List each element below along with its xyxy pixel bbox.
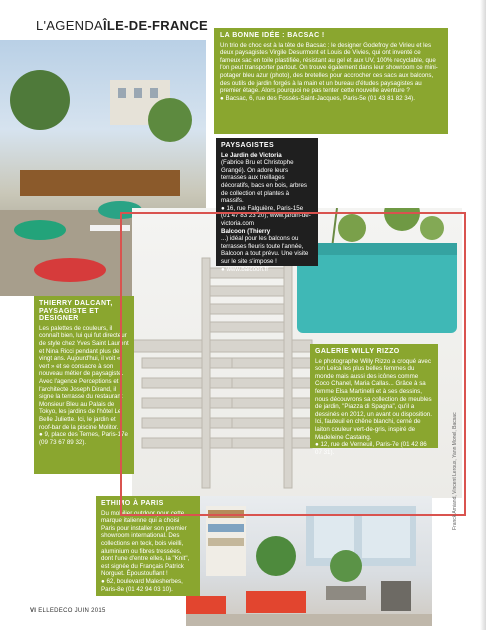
paysagistes-address2: ● www.balcoon.fr <box>221 265 269 273</box>
bacsac-box <box>214 28 448 134</box>
ethimo-body: Du mobilier outdoor pour cette marque italienne qui a choisi Paris pour installer son premier showroom international. Des collections en teck, bois vieilli, aluminium ou fibres tressées, dont l'une d'entre elles, la "Knit", est signée du Français Patrick Norguet. Époustouflant ! <box>101 509 190 578</box>
thierry-body: Les palettes de couleurs, il connaît bien, lui qui fut directeur de style chez Yves Saint Laurent et Nina Ricci pendant plus de vingt ans. Aujourd'hui, il voit « vert » et se consacre à son nouveau métier de paysagiste. Avec l'agence Perceptions et l'architecte Joseph Dirand, il signe la terrasse du restaurant Monsieur Bleu au Palais de Tokyo, les jardins de l'hôtel Le Belle Juliette. Ici, le jardin et roof-bar de la piscine Molitor. <box>39 324 129 431</box>
page-edge-shadow <box>480 0 486 630</box>
photo-credits: Franck Amiand, Vincent Leroux, Yann Monel, Bacsac <box>452 412 458 530</box>
willy-address: ● 12, rue de Verneuil, Paris-7e (01 42 86 07 31). <box>315 441 427 456</box>
paysagistes-body: (Fabrice Bru et Christophe Grangé). On adore leurs terrasses aux treillages décoratifs, bacs en bois, arbres de collection et plantes à massifs. <box>221 159 307 205</box>
paysagistes-body2: ...) idéal pour les balcons ou terrasses fleuris toute l'année, Balcoon a tout prévu. Une visite sur le site s'impose ! <box>221 235 309 265</box>
thierry-address: ● 9, place des Ternes, Paris-17e (09 73 67 89 32). <box>39 431 128 446</box>
page-footer <box>30 608 106 614</box>
paysagistes-subtitle: Le Jardin de Victoria <box>221 151 282 159</box>
header-prefix: L'AGENDA <box>36 18 104 33</box>
paysagistes-title: PAYSAGISTES <box>221 142 275 149</box>
page-header <box>36 18 208 33</box>
bacsac-title: LA BONNE IDÉE : BACSAC ! <box>220 32 325 39</box>
ethimo-title: ETHIMO À PARIS <box>101 500 164 507</box>
paysagistes-address: ● 16, rue Falguière, Paris-15e (01 47 83 23 20), www.jardin-de-victoria.com <box>221 204 311 227</box>
thierry-title: THIERRY DALCANT, PAYSAGISTE ET DESIGNER <box>39 300 113 323</box>
header-bold: ÎLE-DE-FRANCE <box>103 18 209 33</box>
magazine-issue: ELLEDECO JUIN 2015 <box>38 608 106 614</box>
paysagistes-subtitle2: Balcoon (Thierry <box>221 227 271 235</box>
bacsac-address: ● Bacsac, 6, rue des Fossés-Saint-Jacques, Paris-5e (01 43 81 82 34). <box>220 94 415 102</box>
bacsac-body: Un trio de choc est à la tête de Bacsac : le designer Godefroy de Virieu et les deux paysagistes Virgile Desurmont et Louis de Vivies, qui ont inventé ce fameux sac en toile plastifiée, résistant au gel et aux UV, 100% recyclable, que l'on peut transporter partout. On trouve également dans leur showroom ce mini-potager bleu azur (photo), des bretelles pour accrocher ces sacs aux balcons, des outils de jardin forgés à la main et un bureau d'études paysagistes au premier étage. Alors pourquoi ne pas tenter cette nouvelle aventure ? <box>220 41 438 95</box>
willy-body: Le photographe Willy Rizzo a croqué avec son Leica les plus belles femmes du monde mais aussi des icônes comme Coco Chanel, Maria Callas... Grâce à sa femme Elsa Martinelli et à ses dessins, nous découvrons sa collection de meubles de jardin, "Piazza di Spagna", qu'il a dessinés en 2012, un avant ou disposition. Ici, fauteuil en chêne blanchi, cerné de laiton couleur vert-de-gris, inspiré de Madeleine Castaing. <box>315 357 432 441</box>
page-number: VI <box>30 608 37 614</box>
willy-title: GALERIE WILLY RIZZO <box>315 348 400 355</box>
thierry-box <box>34 296 134 474</box>
highlight-frame <box>120 212 466 516</box>
ethimo-address: ● 62, boulevard Malesherbes, Paris-8e (01 42 94 03 10). <box>101 577 183 593</box>
